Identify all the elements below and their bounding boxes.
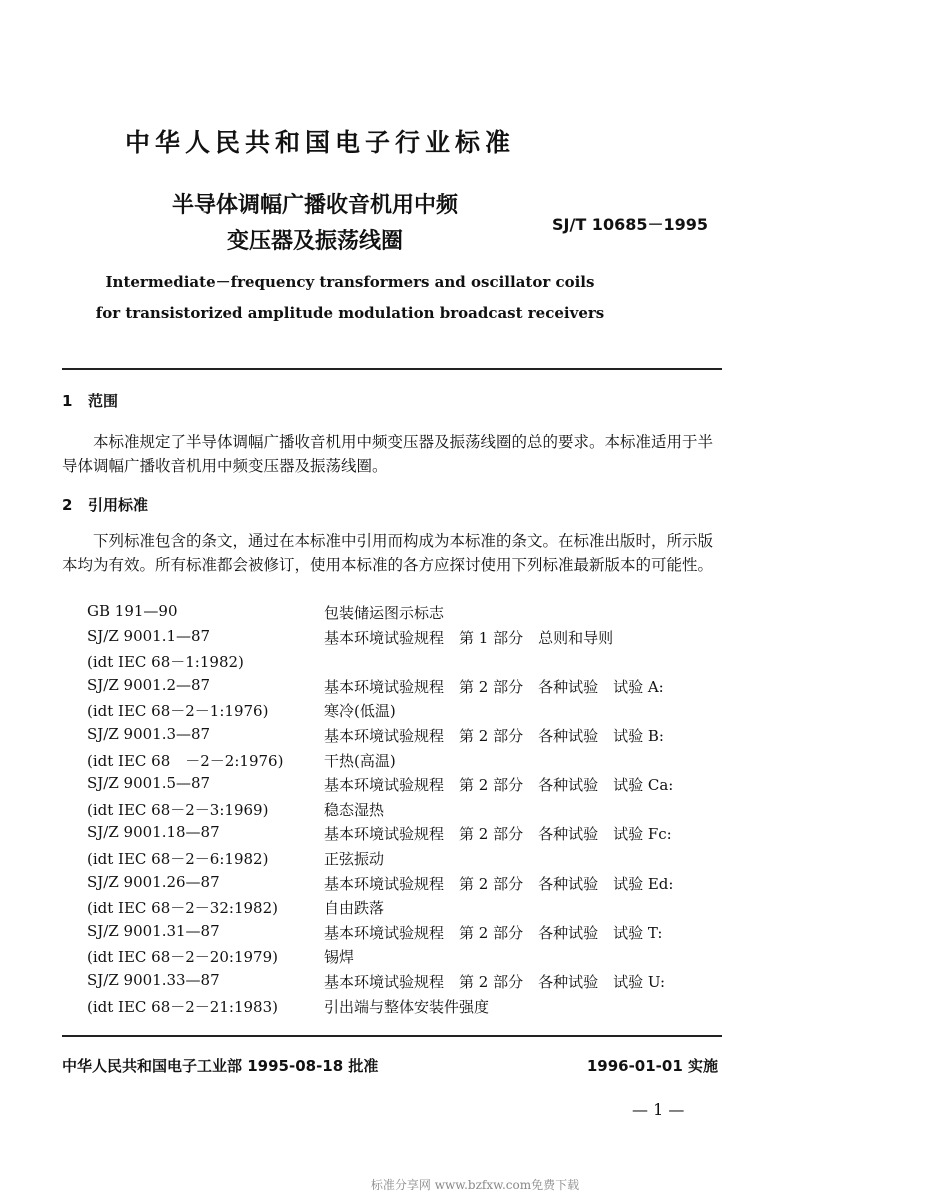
ref-desc: 基本环境试验规程 第 2 部分 各种试验 试验 Ed:: [324, 874, 674, 893]
page-number: — 1 —: [632, 1100, 685, 1119]
standard-number: SJ/T 10685－1995: [552, 215, 709, 234]
watermark: 标准分享网 www.bzfxw.com免费下载: [370, 1178, 580, 1192]
table-row: [87, 873, 727, 898]
table-row: [87, 799, 727, 824]
ref-desc: 基本环境试验规程 第 2 部分 各种试验 试验 A:: [324, 677, 664, 696]
ref-code: SJ/Z 9001.18—87: [87, 823, 220, 842]
ref-code: (idt IEC 68－2－3:1969): [87, 800, 269, 819]
table-row: [87, 602, 727, 627]
ref-code: SJ/Z 9001.26—87: [87, 872, 220, 891]
section-title: 范围: [88, 392, 119, 410]
title-cn-line-1: 半导体调幅广播收音机用中频: [171, 193, 458, 218]
header-divider: [62, 368, 722, 370]
ref-desc: [324, 651, 727, 676]
table-row: [87, 700, 727, 725]
ref-desc: 寒冷(低温): [324, 702, 396, 721]
table-row: [87, 774, 727, 799]
document-title-en: [60, 267, 640, 329]
ref-code: GB 191—90: [87, 602, 178, 620]
ref-desc: 基本环境试验规程 第 2 部分 各种试验 试验 Fc:: [324, 825, 672, 844]
ref-code: (idt IEC 68－1:1982): [87, 653, 244, 672]
section-number: 2: [62, 496, 73, 514]
ref-code: (idt IEC 68－2－32:1982): [87, 899, 278, 918]
ref-code: SJ/Z 9001.2—87: [87, 675, 211, 694]
table-row: [87, 750, 727, 775]
ref-desc: 基本环境试验规程 第 2 部分 各种试验 试验 T:: [324, 923, 663, 942]
table-row: [87, 676, 727, 701]
table-row: [87, 922, 727, 947]
section-1-body: [62, 430, 722, 478]
table-row: [87, 725, 727, 750]
paragraph: 下列标准包含的条文，通过在本标准中引用而构成为本标准的条文。在标准出版时，所示版本均为有效。所有标准都会被修订，使用本标准的各方应探讨使用下列标准最新版本的可能性。: [62, 532, 714, 574]
title-cn-line-2: 变压器及振荡线圈: [226, 229, 403, 254]
table-row: [87, 946, 727, 971]
section-1-heading: [62, 390, 118, 411]
section-number: 1: [62, 392, 73, 410]
ref-code: SJ/Z 9001.1—87: [87, 626, 211, 645]
ref-desc: 干热(高温): [324, 751, 396, 770]
ref-desc: 稳态湿热: [324, 800, 385, 819]
ref-code: (idt IEC 68 －2－2:1976): [87, 751, 284, 770]
document-title-cn: [150, 188, 480, 260]
ref-code: SJ/Z 9001.3—87: [87, 724, 211, 743]
ref-desc: 基本环境试验规程 第 1 部分 总则和导则: [324, 628, 614, 647]
ref-desc: 锡焊: [324, 948, 355, 967]
table-row: [87, 823, 727, 848]
ref-desc: 基本环境试验规程 第 2 部分 各种试验 试验 Ca:: [324, 776, 674, 795]
table-row: [87, 627, 727, 652]
section-title: 引用标准: [88, 496, 149, 514]
ref-desc: 自由跌落: [324, 899, 385, 918]
table-row: [87, 848, 727, 873]
ref-desc: 正弦振动: [324, 849, 385, 868]
title-en-line-2: for transistorized amplitude modulation broadcast receivers: [95, 304, 605, 322]
table-row: [87, 971, 727, 996]
ref-code: (idt IEC 68－2－1:1976): [87, 702, 269, 721]
reference-list: [87, 602, 727, 1020]
ref-code: (idt IEC 68－2－6:1982): [87, 849, 269, 868]
ref-code: (idt IEC 68－2－21:1983): [87, 997, 278, 1016]
ref-code: SJ/Z 9001.5—87: [87, 774, 211, 793]
org-header: 中华人民共和国电子行业标准: [124, 128, 515, 157]
approval-note: 中华人民共和国电子工业部 1995-08-18 批准: [62, 1057, 379, 1075]
table-row: [87, 651, 727, 676]
title-en-line-1: Intermediate－frequency transformers and oscillator coils: [105, 273, 595, 291]
implementation-date: 1996-01-01 实施: [586, 1057, 718, 1075]
section-2-heading: [62, 494, 148, 515]
ref-desc: 包装储运图示标志: [324, 604, 445, 622]
table-row: [87, 897, 727, 922]
ref-desc: 基本环境试验规程 第 2 部分 各种试验 试验 B:: [324, 726, 664, 745]
ref-code: (idt IEC 68－2－20:1979): [87, 948, 278, 967]
ref-desc: 基本环境试验规程 第 2 部分 各种试验 试验 U:: [324, 972, 666, 991]
ref-code: SJ/Z 9001.33—87: [87, 970, 220, 989]
footer-divider: [62, 1035, 722, 1037]
paragraph: 本标准规定了半导体调幅广播收音机用中频变压器及振荡线圈的总的要求。本标准适用于半导体调幅广播收音机用中频变压器及振荡线圈。: [62, 433, 714, 475]
ref-desc: 引出端与整体安装件强度: [324, 997, 490, 1016]
ref-code: SJ/Z 9001.31—87: [87, 921, 220, 940]
section-2-body: [62, 529, 722, 577]
table-row: [87, 996, 727, 1021]
